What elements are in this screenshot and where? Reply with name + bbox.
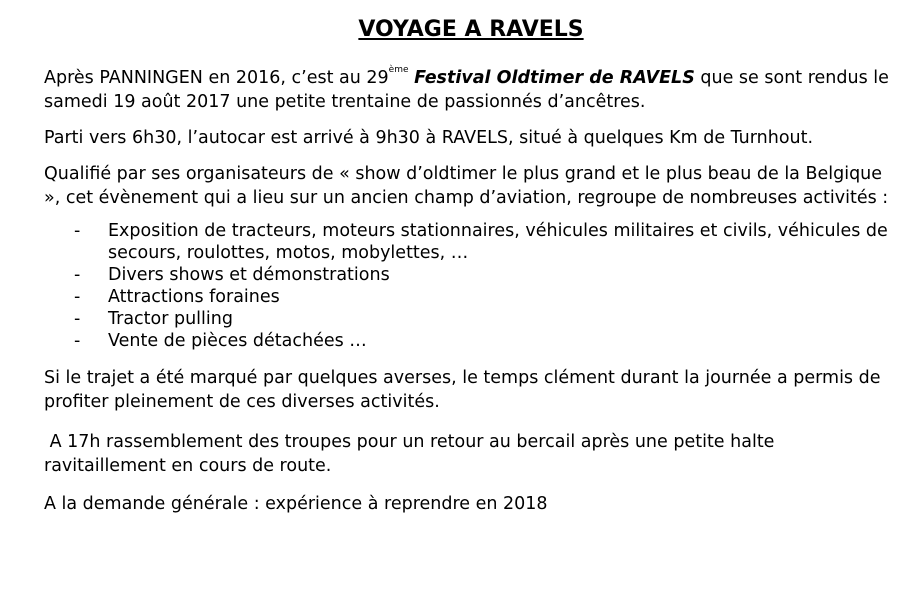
intro-text-before: Après PANNINGEN en 2016, c’est au 29 — [44, 68, 389, 88]
intro-paragraph — [44, 66, 894, 114]
list-item — [44, 220, 894, 264]
list-bullet: - — [74, 221, 81, 241]
weather-paragraph: Si le trajet a été marqué par quelques averses, le temps clément durant la journée a permis de profiter pleinement de ces diverses activités. — [44, 368, 881, 412]
list-item — [44, 264, 894, 286]
list-item-text: Attractions foraines — [108, 287, 280, 307]
event-description-paragraph: Qualifié par ses organisateurs de « show d’oldtimer le plus grand et le plus beau de la Belgique », cet évènement qui a lieu sur un ancien champ d’aviation, regroupe de nombreuses activités : — [44, 164, 889, 208]
list-item-text: Vente de pièces détachées … — [108, 331, 367, 351]
document-page — [44, 16, 894, 516]
list-item-text: Divers shows et démonstrations — [108, 265, 390, 285]
list-bullet: - — [74, 265, 81, 285]
departure-paragraph: Parti vers 6h30, l’autocar est arrivé à 9h30 à RAVELS, situé à quelques Km de Turnhout. — [44, 128, 814, 148]
festival-name: Festival Oldtimer de RAVELS — [414, 68, 695, 88]
list-bullet: - — [74, 287, 81, 307]
list-item-text: Tractor pulling — [108, 309, 233, 329]
ordinal-superscript: ème — [388, 65, 409, 75]
closing-paragraph: A la demande générale : expérience à reprendre en 2018 — [44, 494, 548, 514]
list-bullet: - — [74, 309, 81, 329]
list-item — [44, 330, 894, 352]
return-paragraph: A 17h rassemblement des troupes pour un retour au bercail après une petite halte ravitaillement en cours de route. — [44, 432, 781, 476]
intro-text-after: que se sont rendus le samedi 19 août 2017 une petite trentaine de passionnés d’ancêtres. — [44, 68, 889, 112]
list-item-text: Exposition de tracteurs, moteurs stationnaires, véhicules militaires et civils, véhicules de secours, roulottes, motos, mobylettes, … — [108, 221, 888, 263]
list-bullet: - — [74, 331, 81, 351]
activities-list — [44, 220, 894, 352]
list-item — [44, 308, 894, 330]
list-item — [44, 286, 894, 308]
page-title: VOYAGE A RAVELS — [358, 17, 584, 42]
